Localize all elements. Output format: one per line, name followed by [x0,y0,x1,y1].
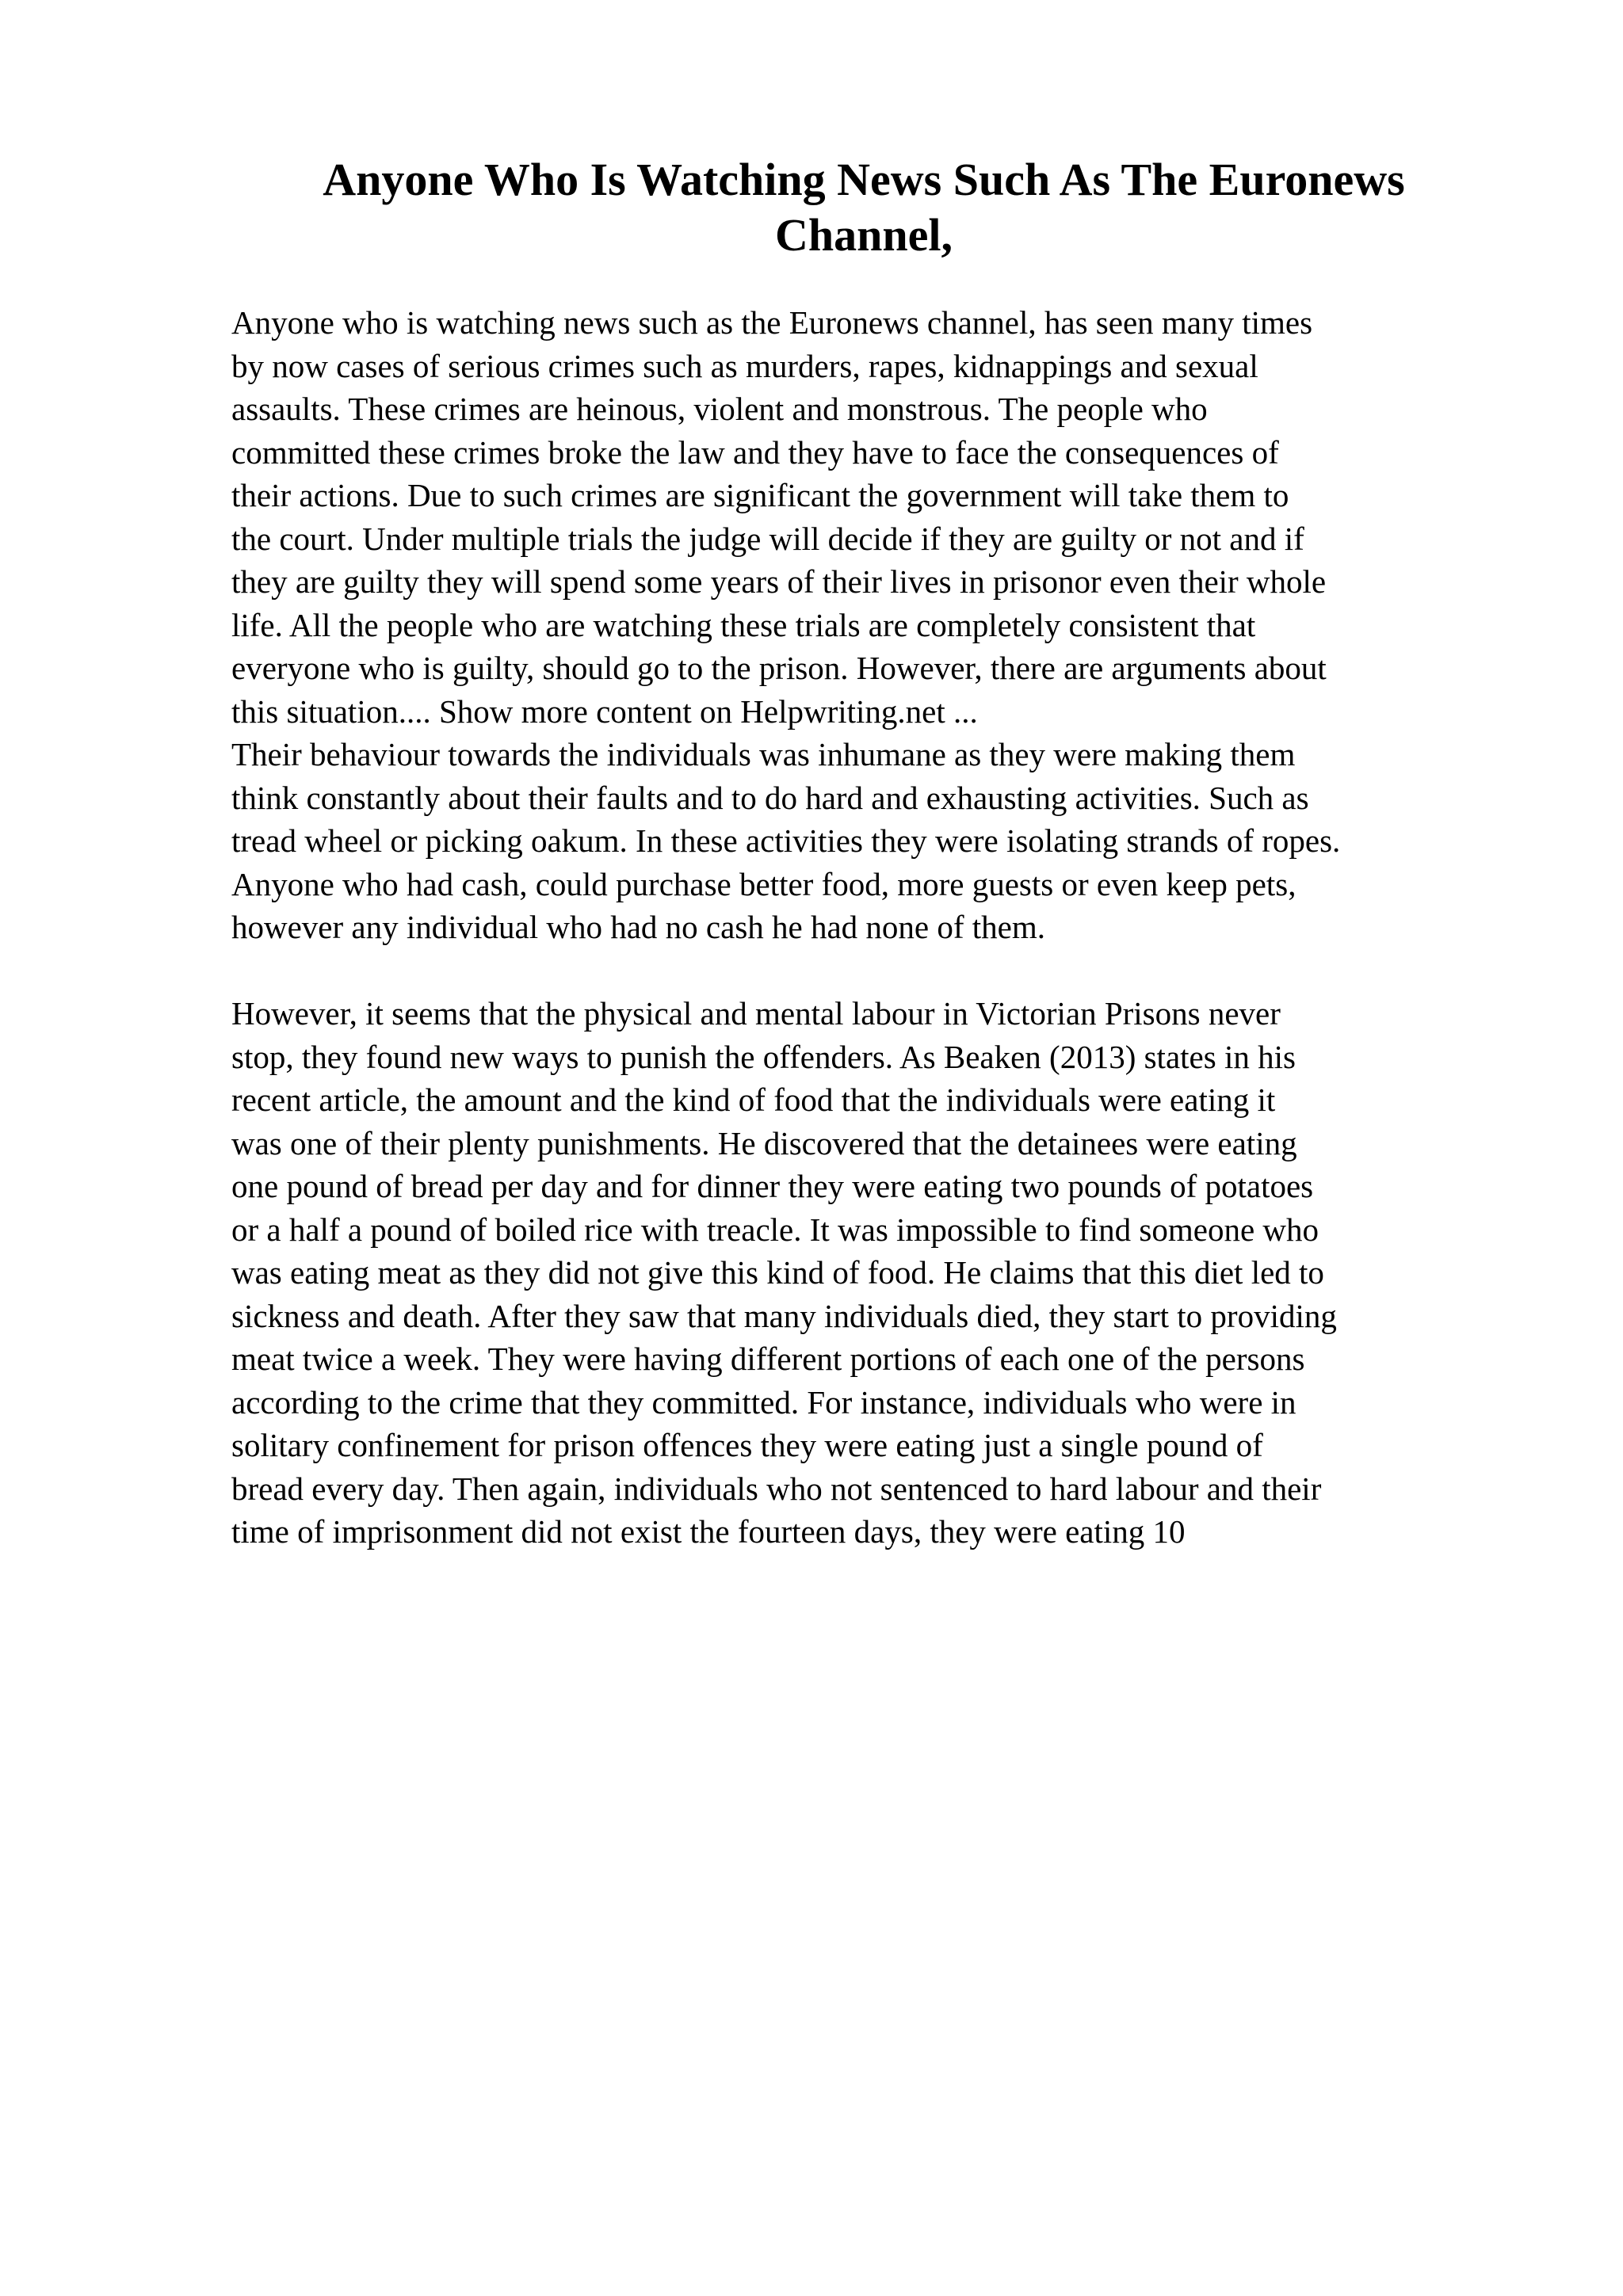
document-title: Anyone Who Is Watching News Such As The Euronews Channel, [323,154,1405,261]
paragraph-spacer [231,949,1515,993]
paragraph-intro: Anyone who is watching news such as the Euronews channel, has seen many times by now cases of serious crimes such as murders, rapes, kidnappings and sexual assaults. These crimes are heinous, violent and monstrous. The people who committed these crimes broke the law and they have to face the consequences of their actions. Due to such crimes are significant the government will take them to the court. Under multiple trials the judge will decide if they are guilty or not and if they are guilty they will spend some years of their lives in prisonor even their whole life. All the people who are watching these trials are completely consistent that everyone who is guilty, should go to the prison. However, there are arguments about this situation.... Show more content on Helpwriting.net ... [231,304,1327,730]
document-body [231,301,1515,1554]
paragraph-victorian-prisons: However, it seems that the physical and mental labour in Victorian Prisons never stop, they found new ways to punish the offenders. As Beaken (2013) states in his recent article, the amount and the kind of food that the individuals were eating it was one of their plenty punishments. He discovered that the detainees were eating one pound of bread per day and for dinner they were eating two pounds of potatoes or a half a pound of boiled rice with treacle. It was impossible to find someone who was eating meat as they did not give this kind of food. He claims that this diet led to sickness and death. After they saw that many individuals died, they start to providing meat twice a week. They were having different portions of each one of the persons according to the crime that they committed. For instance, individuals who were in solitary confinement for prison offences they were eating just a single pound of bread every day. Then again, individuals who not sentenced to hard labour and their time of imprisonment did not exist the fourteen days, they were eating 10 [231,995,1337,1550]
paragraph-behaviour: Their behaviour towards the individuals was inhumane as they were making them think constantly about their faults and to do hard and exhausting activities. Such as tread wheel or picking oakum. In these activities they were isolating strands of ropes. Anyone who had cash, could purchase better food, more guests or even keep pets, however any individual who had no cash he had none of them. [231,736,1341,945]
